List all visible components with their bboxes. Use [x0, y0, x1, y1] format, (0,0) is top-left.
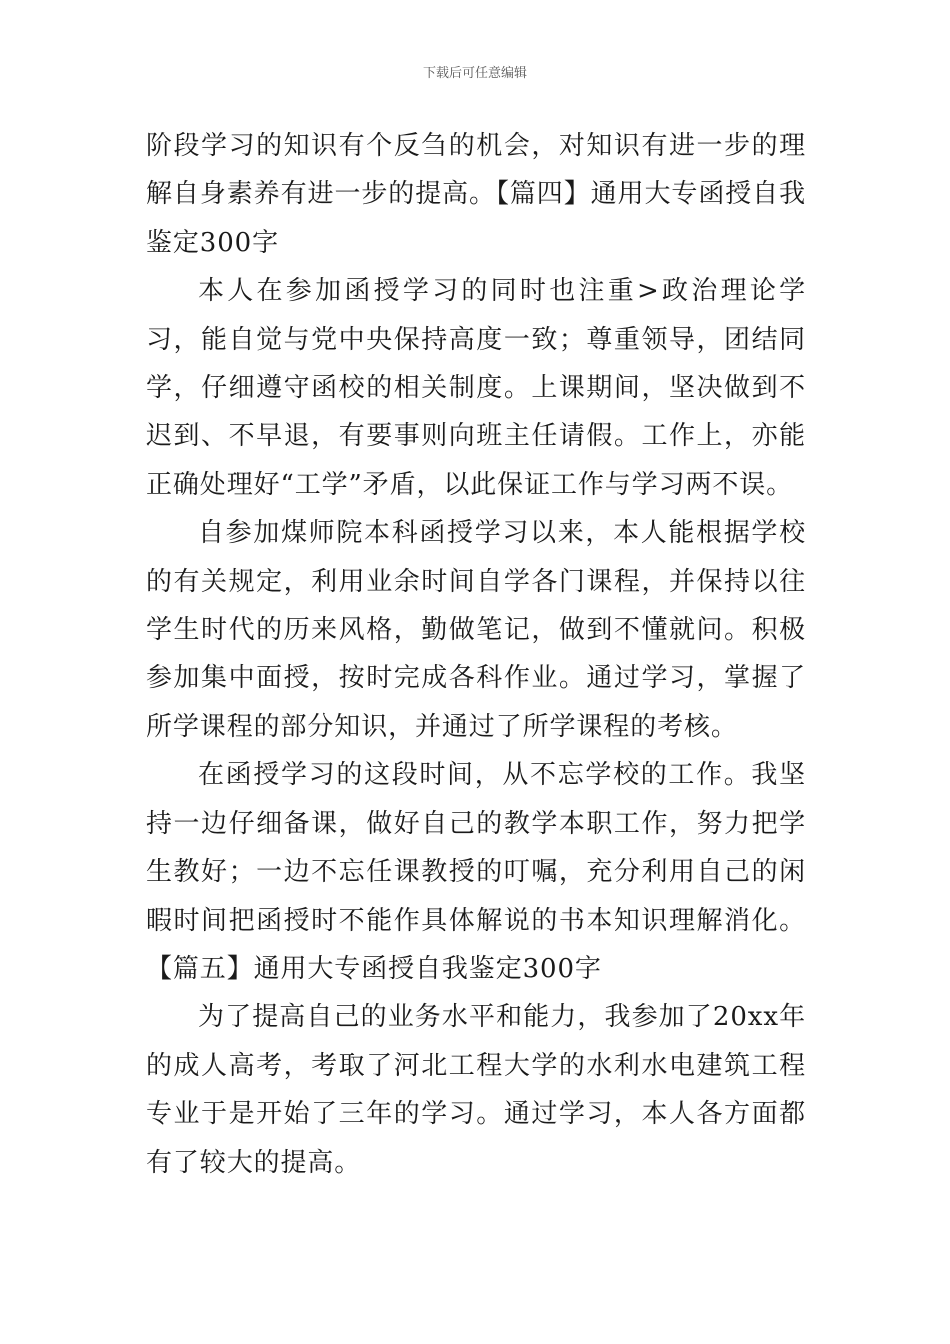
page-header: 下载后可任意编辑 — [422, 66, 527, 81]
paragraph-1: 阶段学习的知识有个反刍的机会，对知识有进一步的理解自身素养有进一步的提高。【篇四】通用大专函授自我鉴定300字 — [146, 131, 806, 258]
paragraph-2: 本人在参加函授学习的同时也注重>政治理论学习，能自觉与党中央保持高度一致；尊重领导，团结同学，仔细遵守函校的相关制度。上课期间，坚决做到不迟到、不早退，有要事则向班主任请假。工作上，亦能正确处理好“工学”矛盾，以此保证工作与学习两不误。 — [146, 276, 806, 500]
paragraph-5: 为了提高自己的业务水平和能力，我参加了20xx年的成人高考，考取了河北工程大学的水利水电建筑工程专业于是开始了三年的学习。通过学习，本人各方面都有了较大的提高。 — [146, 1002, 806, 1178]
paragraph-3: 自参加煤师院本科函授学习以来，本人能根据学校的有关规定，利用业余时间自学各门课程，并保持以往学生时代的历来风格，勤做笔记，做到不懂就问。积极参加集中面授，按时完成各科作业。通过学习，掌握了所学课程的部分知识，并通过了所学课程的考核。 — [146, 518, 806, 742]
document-body — [146, 122, 806, 1187]
paragraph-4: 在函授学习的这段时间，从不忘学校的工作。我坚持一边仔细备课，做好自己的教学本职工作，努力把学生教好；一边不忘任课教授的叮嘱，充分利用自己的闲暇时间把函授时不能作具体解说的书本知识理解消化。【篇五】通用大专函授自我鉴定300字 — [146, 760, 806, 984]
